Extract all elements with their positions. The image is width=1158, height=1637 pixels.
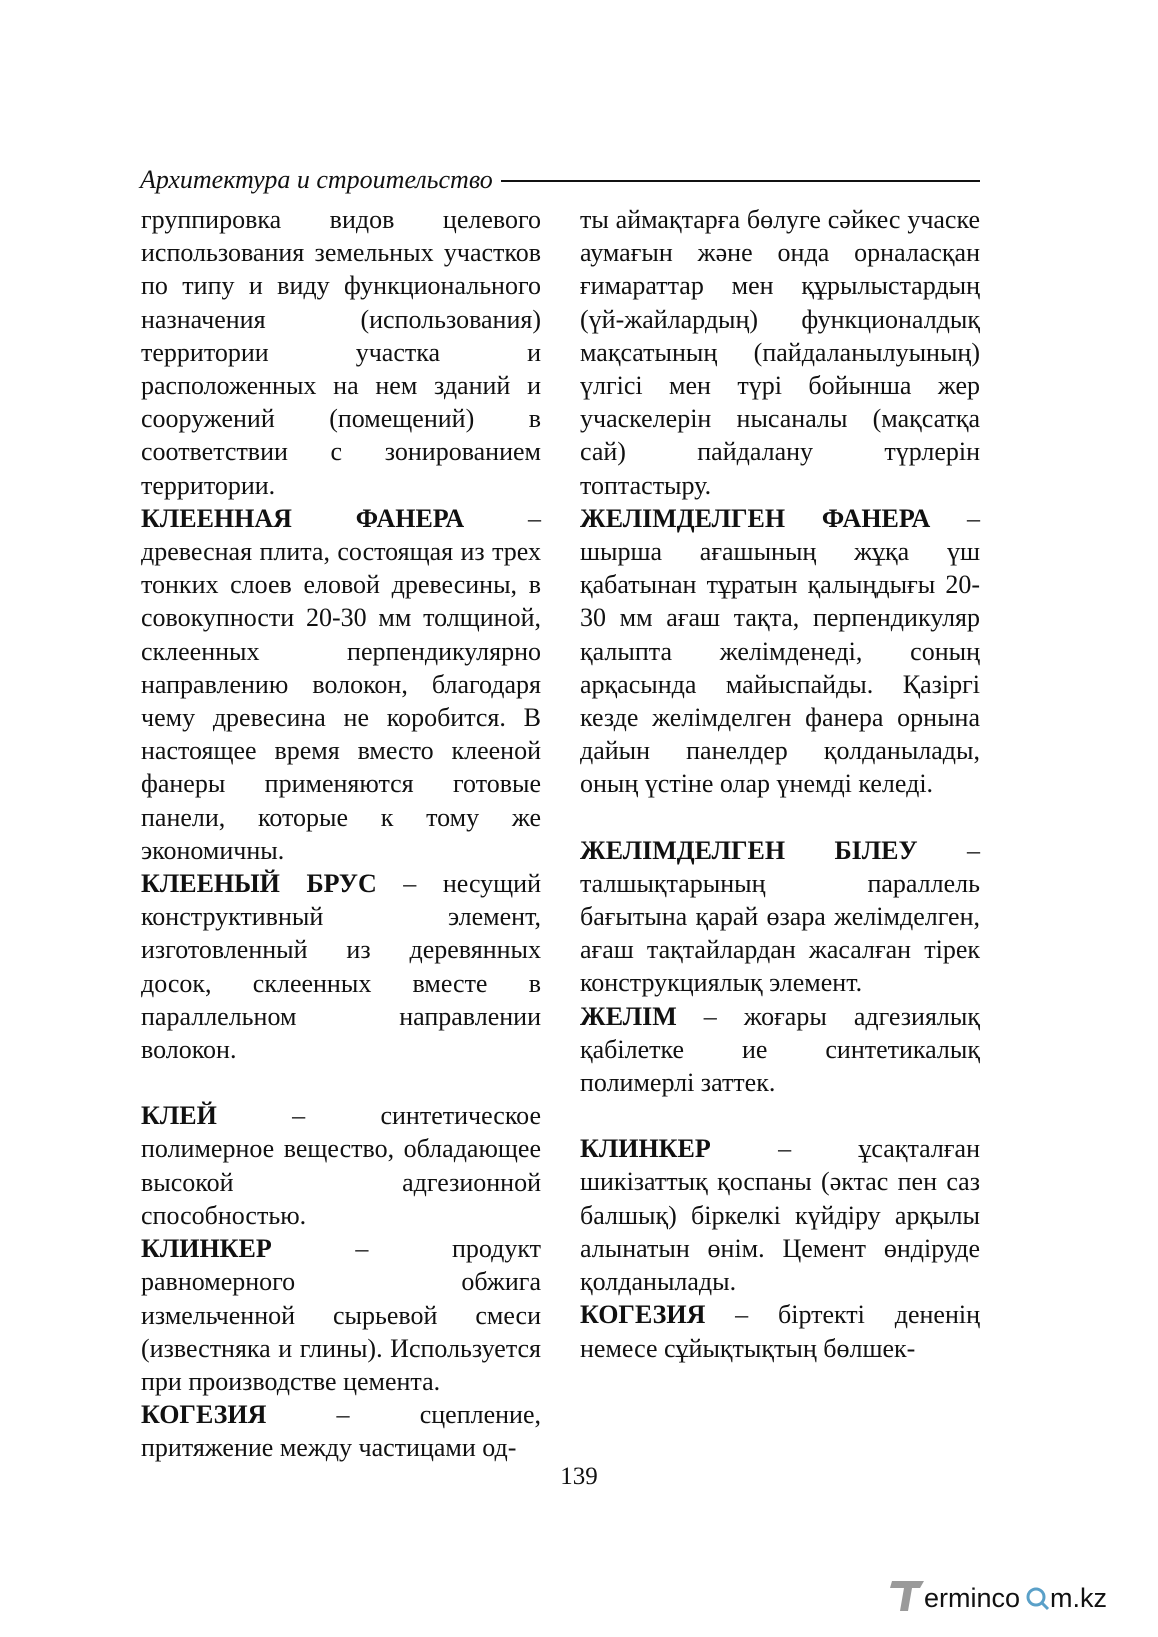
- entry-term: КЛИНКЕР: [141, 1234, 272, 1264]
- watermark-logo: [890, 1575, 1118, 1615]
- left-column: [141, 203, 541, 1465]
- entry-term: КОГЕЗИЯ: [141, 1400, 267, 1430]
- entry-text: – синтетическое полимерное вещество, обладающее высокой адгезионной способностью.: [141, 1101, 541, 1230]
- entry-term: КЛЕЕНЫЙ БРУС: [141, 869, 377, 899]
- entry-text: – сцепление, притяжение между частицами од-: [141, 1400, 541, 1463]
- entry: [141, 1398, 541, 1464]
- entry-text: – древесная плита, состоящая из трех тонких слоев еловой древесины, в совокупности 20-30 мм толщиной, склеенных перпендикулярно направлению волокон, благодаря чему древесина не коробится. В настоящее время вместо клееной фанеры применяются готовые панели, которые к тому же экономичны.: [141, 503, 541, 865]
- svg-text:m.kz: m.kz: [1050, 1583, 1107, 1613]
- entry: группировка видов целевого использования земельных участков по типу и виду функционального назначения (использования) территории участка и расположенных на нем зданий и сооружений (помещений) в соответствии с зонированием территории.: [141, 205, 541, 500]
- entry: [141, 867, 541, 1066]
- entry-text: – продукт равномерного обжига измельченной сырьевой смеси (известняка и глины). Используется при производстве цемента.: [141, 1234, 541, 1396]
- right-column: [580, 203, 980, 1365]
- header-title: Архитектура и строительство: [140, 165, 493, 194]
- entry-text: – ұсақталған шикізаттық қоспаны (әктас пен саз балшық) біркелкі күйдіру арқылы алынатын өнім. Цемент өндіруде қолданылады.: [580, 1134, 980, 1297]
- entry: [580, 502, 980, 801]
- entry: [580, 1132, 980, 1298]
- running-header: [140, 160, 980, 200]
- entry-term: ЖЕЛІМДЕЛГЕН ФАНЕРА: [580, 503, 931, 533]
- entry-term: КЛИНКЕР: [580, 1134, 711, 1164]
- entry-term: КОГЕЗИЯ: [580, 1300, 706, 1330]
- entry: [141, 1232, 541, 1398]
- entry-text: – шырша ағашының жұқа үш қабатынан тұратын қалыңдығы 20-30 мм ағаш тақта, перпендикуляр қалыпта желімденеді, соның арқасында майыспайды. Қазіргі кезде желімделген фанера орнына дайын панелдер қолданылады, оның үстіне олар үнемді келеді.: [580, 503, 980, 799]
- entry: ты аймақтарға бөлуге сәйкес учаске аумағын және онда орналасқан ғимараттар мен құрылыстардың (үй-жайлардың) функционалдық мақсатының (пайдаланылуының) үлгісі мен түрі бойынша жер учаскелерін нысаналы (мақсатқа сай) пайдалану түрлерін топтастыру.: [580, 205, 980, 500]
- header-rule: [501, 180, 980, 182]
- entry-text: – несущий конструктивный элемент, изготовленный из деревянных досок, склеенных вместе в параллельном направлении волокон.: [141, 869, 541, 1065]
- entry: [141, 502, 541, 867]
- entry: [580, 1000, 980, 1100]
- entry: [141, 1099, 541, 1232]
- entry-text: – талшықтарының параллель бағытына қарай өзара желімделген, ағаш тақтайлардан жасалған тірек конструкциялық элемент.: [580, 835, 980, 998]
- svg-text:ermincо: ermincо: [924, 1583, 1021, 1613]
- entry-term: ЖЕЛІМ: [580, 1001, 677, 1031]
- entry-text: – біртекті дененің немесе сұйықтықтың бөлшек-: [580, 1300, 980, 1363]
- entry: [580, 1298, 980, 1364]
- entry-term: КЛЕЙ: [141, 1101, 217, 1131]
- watermark-logo-image: [890, 1575, 1118, 1615]
- page-number: 139: [560, 1463, 598, 1490]
- entry-term: ЖЕЛІМДЕЛГЕН БІЛЕУ: [580, 835, 918, 865]
- entry-term: КЛЕЕННАЯ ФАНЕРА: [141, 503, 465, 533]
- entry-text: – жоғары адгезиялық қабілетке ие синтетикалық полимерлі заттек.: [580, 1001, 980, 1098]
- magnifier-icon: [1028, 1589, 1044, 1605]
- entry: [580, 834, 980, 1000]
